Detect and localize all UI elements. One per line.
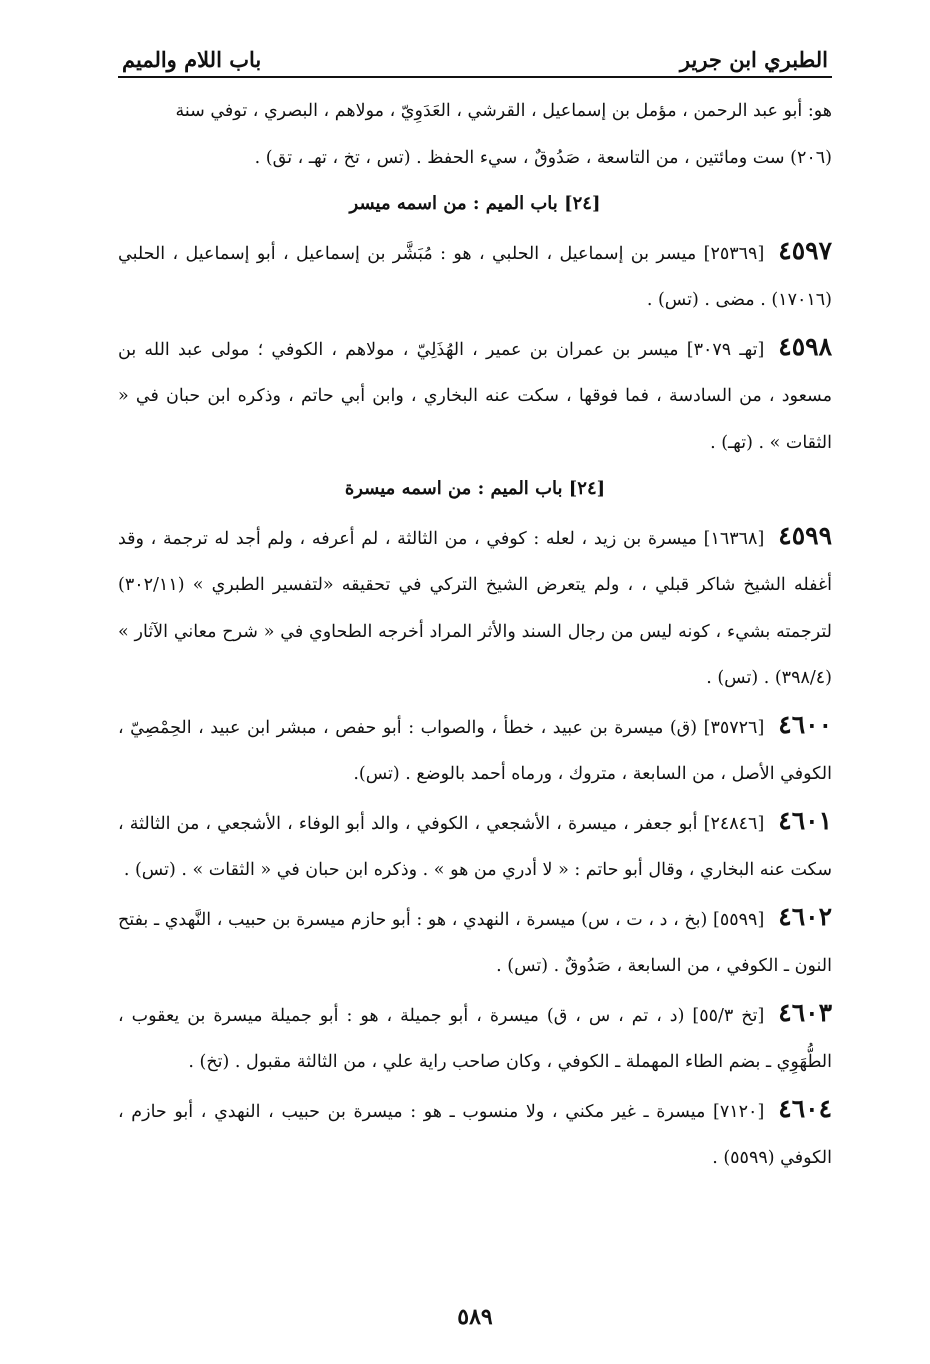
section-title-maysar: [٢٤] باب الميم : من اسمه ميسر bbox=[349, 193, 601, 214]
entry-text: [٥٥٩٩] (بخ ، د ، ت ، س) ميسرة ، النهدي ، هو : أبو حازم ميسرة بن حبيب ، النَّهدي ـ بفتح النون ـ الكوفي ، من السابعة ، صَدُوقٌ . (تس) . bbox=[118, 909, 832, 976]
entry-4599 bbox=[118, 513, 832, 702]
header-book-title: الطبري ابن جرير bbox=[679, 47, 828, 72]
entry-4603 bbox=[118, 990, 832, 1086]
entry-text: [تخ ٥٥/٣] (د ، تم ، س ، ق) ميسرة ، أبو جميلة ، هو : أبو جميلة ميسرة بن يعقوب ، الطُّهَوِي ـ بضم الطاء المهملة ـ الكوفي ، وكان صاحب راية علي ، من الثالثة مقبول . (تخ) . bbox=[118, 1005, 832, 1072]
entry-4598 bbox=[118, 324, 832, 467]
entry-number: ٤٦٠٣ bbox=[778, 997, 832, 1027]
intro-line-1: هو: أبو عبد الرحمن ، مؤمل بن إسماعيل ، القرشي ، العَدَوِيّ ، مولاهم ، البصري ، توفي سنة bbox=[175, 101, 832, 121]
running-header bbox=[118, 32, 832, 78]
entry-4604 bbox=[118, 1086, 832, 1182]
entry-number: ٤٥٩٧ bbox=[778, 235, 832, 265]
entry-text: [٧١٢٠] ميسرة ـ غير مكني ، ولا منسوب ـ هو : ميسرة بن حبيب ، النهدي ، أبو حازم ، الكوفي (٥٥٩٩) . bbox=[118, 1101, 832, 1168]
page-body bbox=[118, 88, 832, 1182]
entry-number: ٤٥٩٩ bbox=[778, 520, 832, 550]
entry-number: ٤٦٠٤ bbox=[778, 1093, 832, 1123]
entry-text: [٢٥٣٦٩] ميسر بن إسماعيل ، الحلبي ، هو : مُبَشَّر بن إسماعيل ، أبو إسماعيل ، الحلبي (١٧٠١٦) . مضى . (تس) . bbox=[118, 243, 832, 310]
entry-4602 bbox=[118, 894, 832, 990]
entry-4597 bbox=[118, 228, 832, 324]
entry-text: [تهـ ٣٠٧٩] ميسر بن عمران بن عمير ، الهُذَلِيّ ، مولاهم ، الكوفي ؛ مولى عبد الله بن مسعود ، من السادسة ، فما فوقها ، سكت عنه البخاري ، وابن أبي حاتم ، وذكره ابن حبان في « الثقات » . (تهـ) . bbox=[118, 339, 832, 453]
book-page bbox=[118, 32, 832, 1364]
entry-4600 bbox=[118, 702, 832, 798]
entry-number: ٤٦٠٠ bbox=[778, 709, 832, 739]
entry-text: [٢٤٨٤٦] أبو جعفر ، ميسرة ، الأشجعي ، الكوفي ، والد أبو الوفاء ، الأشجعي ، من الثالثة ، سكت عنه البخاري ، وقال أبو حاتم : « لا أدري من هو » . وذكره ابن حبان في « الثقات » . (تس) . bbox=[118, 813, 832, 880]
entry-4601 bbox=[118, 798, 832, 894]
entry-number: ٤٦٠١ bbox=[778, 805, 832, 835]
entry-number: ٤٥٩٨ bbox=[778, 331, 832, 361]
entry-number: ٤٦٠٢ bbox=[778, 901, 832, 931]
entry-text: [٣٥٧٢٦] (ق) ميسرة بن عبيد ، خطأ ، والصواب : أبو حفص ، مبشر ابن عبيد ، الحِمْصِيّ ، الكوفي الأصل ، من السابعة ، متروك ، ورماه أحمد بالوضع . (تس). bbox=[118, 717, 832, 784]
section-title-maysara: [٢٤] باب الميم : من اسمه ميسرة bbox=[344, 478, 606, 499]
header-chapter-title: باب اللام والميم bbox=[122, 47, 262, 72]
intro-line-2: (٢٠٦) ست ومائتين ، من التاسعة ، صَدُوقٌ ، سيء الحفظ . (تس ، تخ ، تهـ ، تق) . bbox=[254, 147, 832, 168]
page-number: ٥٨٩ bbox=[457, 1304, 493, 1330]
entry-text: [١٦٣٦٨] ميسرة بن زيد ، لعله : كوفي ، من الثالثة ، لم أعرفه ، ولم أجد له ترجمة ، وقد أغفله الشيخ شاكر قبلي ، ، ولم يتعرض الشيخ التركي في تحقيقه «لتفسير الطبري » (٣٠٢/١١) لترجمته بشيء ، كونه ليس من رجال السند والأثر المراد أخرجه الطحاوي في « شرح معاني الآثار » (٣٩٨/٤) . (تس) . bbox=[118, 528, 832, 688]
